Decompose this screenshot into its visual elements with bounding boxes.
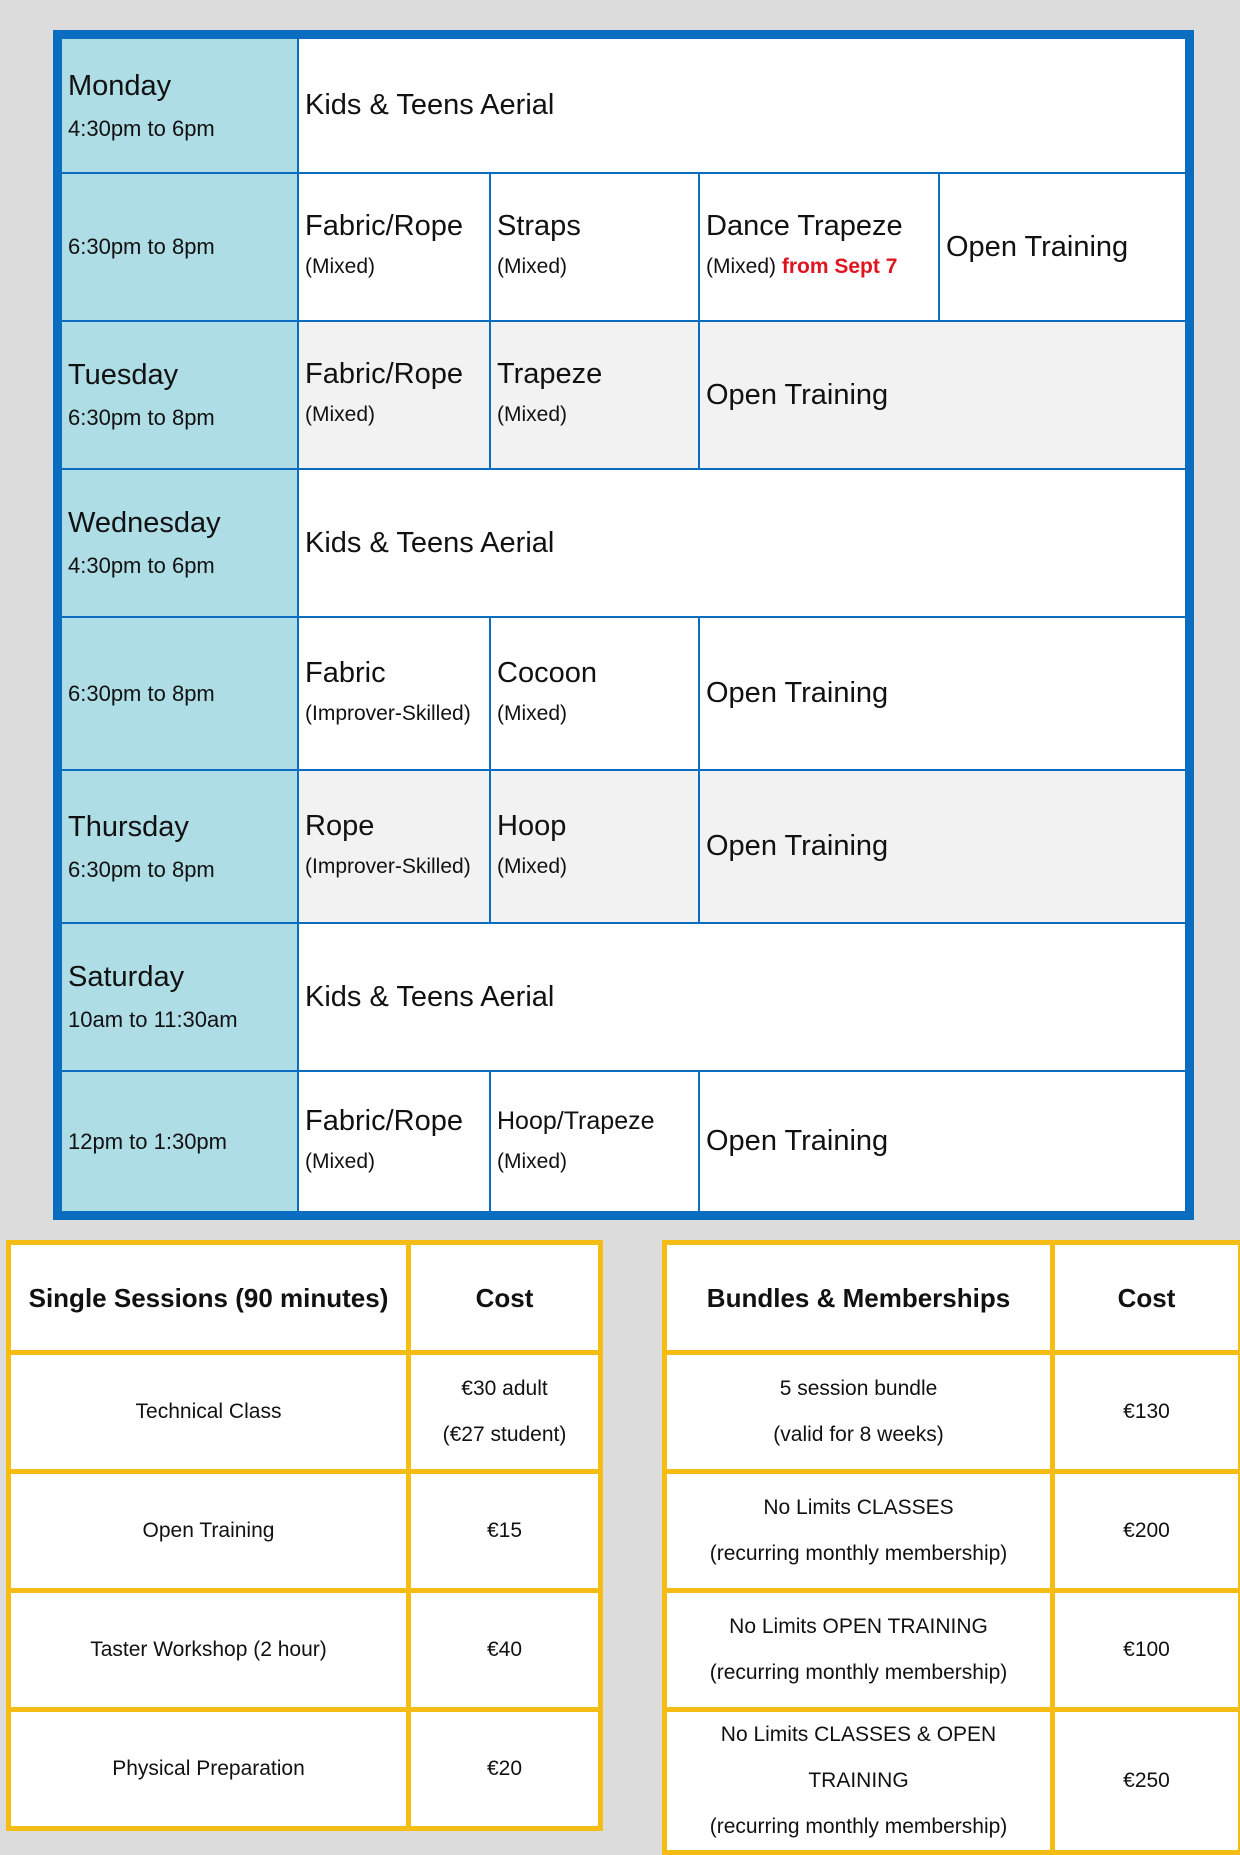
day-name: Wednesday [68, 506, 291, 540]
cost-cell: €250 [1053, 1710, 1240, 1853]
day-name: Tuesday [68, 358, 291, 392]
class-cell [298, 469, 1185, 617]
cost-cell: €200 [1053, 1472, 1240, 1591]
class-name: Fabric/Rope [305, 209, 483, 243]
schedule-row-wednesday-evening [62, 617, 1185, 770]
class-name: Hoop/Trapeze [497, 1104, 692, 1138]
cost-adult: €30 adult [415, 1366, 594, 1412]
table-header-row [9, 1243, 601, 1353]
day-cell [62, 923, 298, 1071]
bundles-memberships-price-table [662, 1240, 1240, 1855]
item-cell: Technical Class [9, 1353, 409, 1472]
class-cell [298, 173, 490, 321]
cost-cell: €100 [1053, 1591, 1240, 1710]
item-title: 5 session bundle [671, 1366, 1046, 1412]
column-header-cost: Cost [1053, 1243, 1240, 1353]
day-time: 6:30pm to 8pm [68, 404, 291, 432]
day-name: Thursday [68, 810, 291, 844]
class-level: (Improver-Skilled) [305, 849, 483, 885]
class-cell [490, 770, 699, 923]
cost-cell: €130 [1053, 1353, 1240, 1472]
day-cell [62, 321, 298, 469]
cost-cell [409, 1353, 601, 1472]
table-row [9, 1710, 601, 1829]
day-name: Saturday [68, 960, 291, 994]
class-cell [298, 1071, 490, 1211]
schedule-row-wednesday [62, 469, 1185, 617]
item-detail: (recurring monthly membership) [671, 1650, 1046, 1696]
item-title: No Limits CLASSES & OPEN TRAINING [671, 1712, 1046, 1804]
class-name: Hoop [497, 809, 692, 843]
class-name: Dance Trapeze [706, 209, 932, 243]
day-cell [62, 39, 298, 173]
class-level: (Mixed) [497, 696, 692, 732]
item-cell [665, 1353, 1053, 1472]
class-cell [699, 173, 939, 321]
column-header-cost: Cost [409, 1243, 601, 1353]
day-time: 4:30pm to 6pm [68, 552, 291, 580]
item-cell: Taster Workshop (2 hour) [9, 1591, 409, 1710]
class-name: Open Training [706, 379, 888, 411]
schedule-row-saturday-midday [62, 1071, 1185, 1211]
class-name: Open Training [946, 231, 1128, 263]
day-time: 4:30pm to 6pm [68, 115, 291, 143]
class-cell [939, 173, 1185, 321]
class-level: (Mixed) [706, 255, 776, 278]
class-name: Cocoon [497, 656, 692, 690]
cost-student: (€27 student) [415, 1412, 594, 1458]
class-cell [298, 39, 1185, 173]
day-time: 10am to 11:30am [68, 1006, 291, 1034]
class-start-note: from Sept 7 [782, 255, 898, 278]
item-detail: (recurring monthly membership) [671, 1804, 1046, 1850]
class-name: Open Training [706, 1125, 888, 1157]
table-row [665, 1710, 1240, 1853]
schedule-row-tuesday [62, 321, 1185, 469]
class-name: Kids & Teens Aerial [305, 981, 554, 1013]
item-cell: Physical Preparation [9, 1710, 409, 1829]
class-cell [490, 617, 699, 770]
day-time: 6:30pm to 8pm [68, 856, 291, 884]
class-cell [490, 321, 699, 469]
schedule-row-thursday [62, 770, 1185, 923]
table-row [665, 1472, 1240, 1591]
class-level: (Mixed) [497, 249, 692, 285]
item-cell [665, 1591, 1053, 1710]
class-level: (Mixed) [305, 249, 483, 285]
class-cell [490, 173, 699, 321]
item-cell [665, 1710, 1053, 1853]
class-name: Straps [497, 209, 692, 243]
item-detail: (recurring monthly membership) [671, 1531, 1046, 1577]
column-header-item: Bundles & Memberships [665, 1243, 1053, 1353]
class-name: Fabric/Rope [305, 357, 483, 391]
schedule-row-saturday [62, 923, 1185, 1071]
day-cell [62, 1071, 298, 1211]
class-name: Fabric [305, 656, 483, 690]
schedule-row-monday-evening [62, 173, 1185, 321]
class-cell [298, 321, 490, 469]
class-name: Open Training [706, 830, 888, 862]
day-cell [62, 770, 298, 923]
class-cell [490, 1071, 699, 1211]
item-detail: (valid for 8 weeks) [671, 1412, 1046, 1458]
table-header-row [665, 1243, 1240, 1353]
class-cell [699, 1071, 1185, 1211]
class-schedule [53, 30, 1194, 1220]
class-level: (Mixed) [305, 397, 483, 433]
class-name: Fabric/Rope [305, 1104, 483, 1138]
class-name: Kids & Teens Aerial [305, 89, 554, 121]
class-cell [699, 321, 1185, 469]
day-time: 6:30pm to 8pm [68, 680, 291, 708]
class-name: Trapeze [497, 357, 692, 391]
day-cell [62, 617, 298, 770]
cost-cell: €15 [409, 1472, 601, 1591]
item-title: No Limits CLASSES [671, 1485, 1046, 1531]
day-time: 12pm to 1:30pm [68, 1128, 291, 1156]
class-name: Open Training [706, 677, 888, 709]
item-cell: Open Training [9, 1472, 409, 1591]
class-cell [298, 923, 1185, 1071]
class-level: (Mixed) [497, 849, 692, 885]
day-name: Monday [68, 69, 291, 103]
class-level: (Mixed) [497, 1144, 692, 1180]
cost-cell: €40 [409, 1591, 601, 1710]
cost-cell: €20 [409, 1710, 601, 1829]
class-level: (Mixed) [305, 1144, 483, 1180]
item-title: No Limits OPEN TRAINING [671, 1604, 1046, 1650]
table-row [9, 1591, 601, 1710]
class-cell [298, 617, 490, 770]
day-cell [62, 469, 298, 617]
column-header-item: Single Sessions (90 minutes) [9, 1243, 409, 1353]
single-sessions-price-table [6, 1240, 603, 1831]
table-row [665, 1353, 1240, 1472]
day-time: 6:30pm to 8pm [68, 233, 291, 261]
schedule-row-monday [62, 39, 1185, 173]
class-cell [699, 770, 1185, 923]
class-level: (Mixed) [497, 397, 692, 433]
class-cell [298, 770, 490, 923]
table-row [9, 1472, 601, 1591]
item-cell [665, 1472, 1053, 1591]
table-row [9, 1353, 601, 1472]
day-cell [62, 173, 298, 321]
class-cell [699, 617, 1185, 770]
table-row [665, 1591, 1240, 1710]
class-level: (Improver-Skilled) [305, 696, 483, 732]
class-name: Rope [305, 809, 483, 843]
class-name: Kids & Teens Aerial [305, 527, 554, 559]
schedule-table [62, 39, 1185, 1211]
